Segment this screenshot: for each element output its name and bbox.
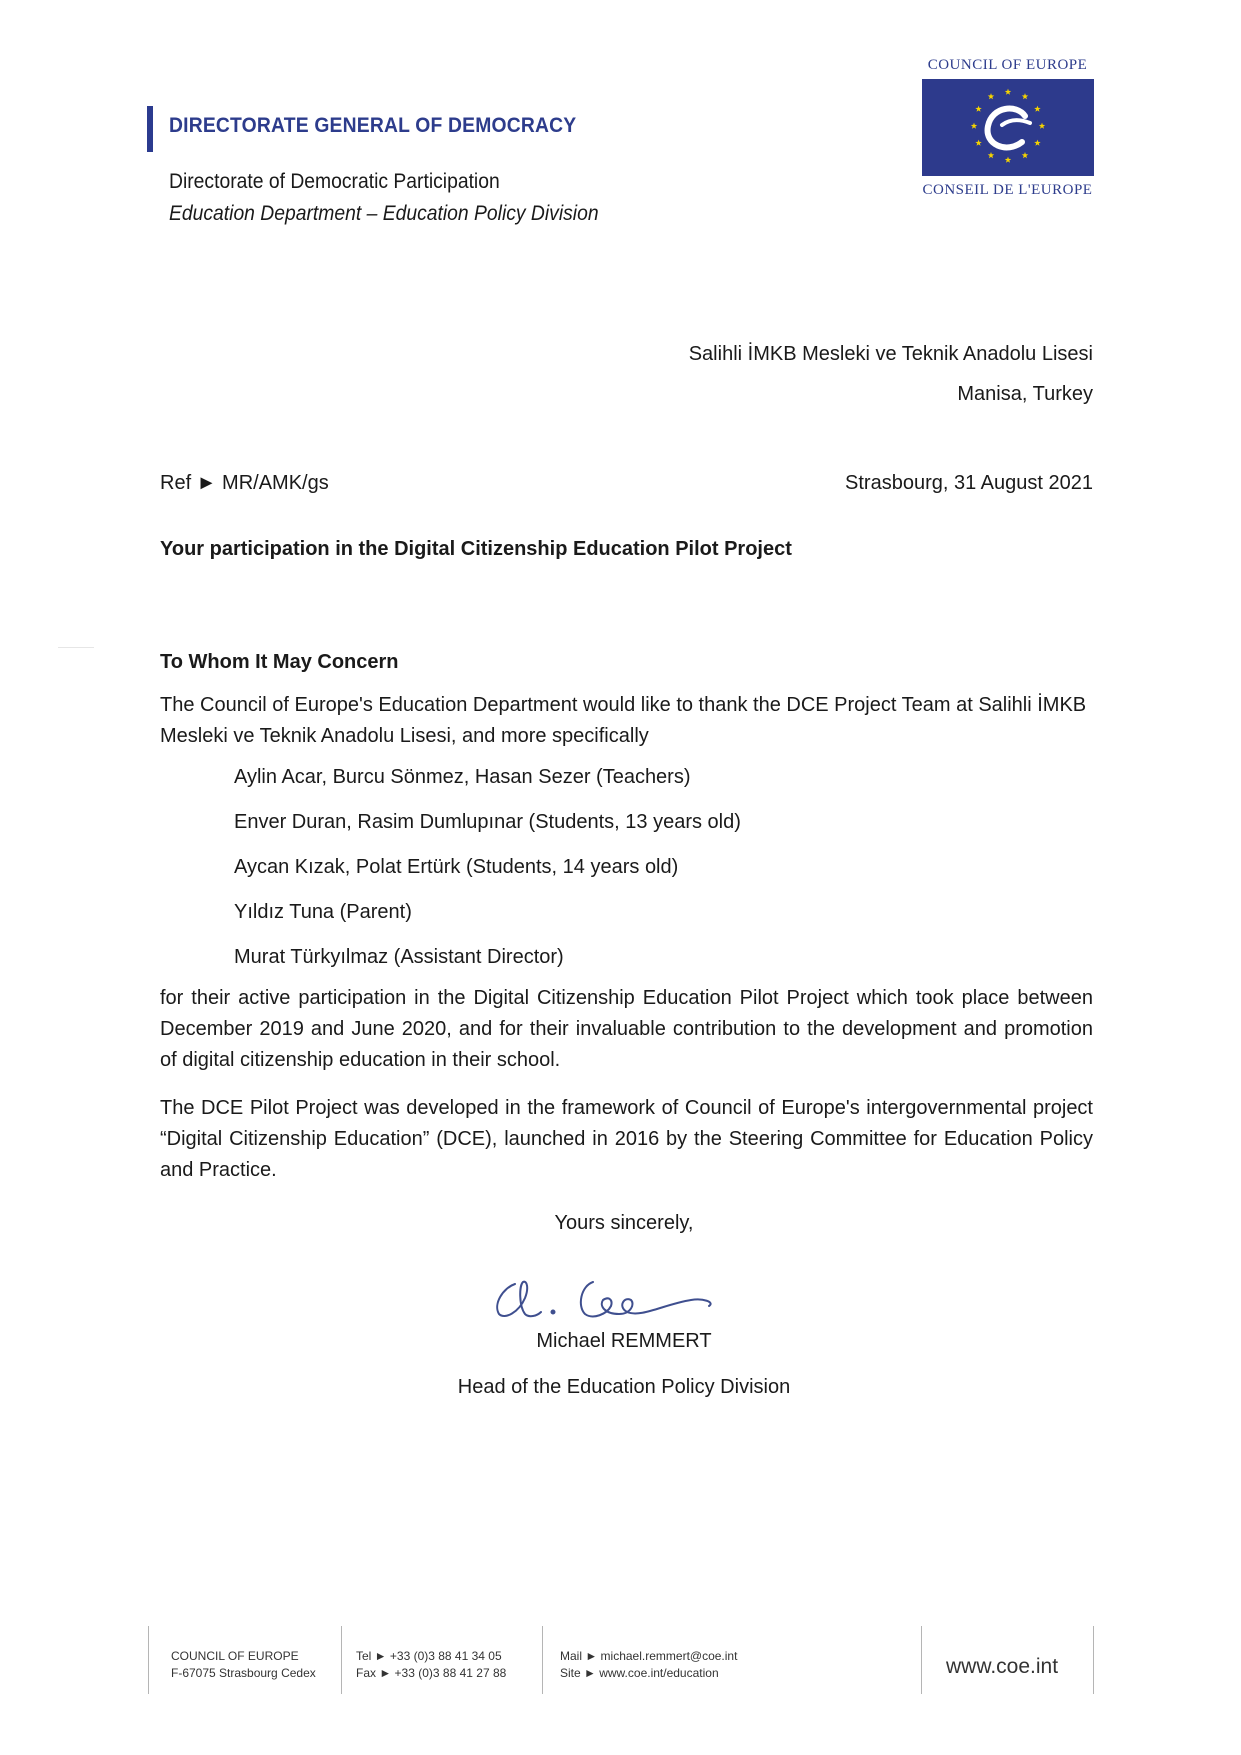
directorate-name: Directorate of Democratic Participation — [169, 170, 500, 193]
intro-paragraph: The Council of Europe's Education Department would like to thank the DCE Project Team at Salihli İMKB Mesleki ve Teknik Anadolu Lisesi, and more specifically — [160, 694, 1087, 747]
list-item: Aycan Kızak, Polat Ertürk (Students, 14 years old) — [234, 856, 679, 878]
signatory-title: Head of the Education Policy Division — [457, 1376, 791, 1398]
list-item: Enver Duran, Rasim Dumlupınar (Students, 13 years old) — [234, 811, 741, 833]
star-icon — [971, 123, 977, 129]
star-icon — [1005, 89, 1011, 95]
handwritten-signature — [485, 1262, 765, 1322]
star-icon — [988, 93, 994, 99]
closing-phrase: Yours sincerely, — [554, 1212, 694, 1234]
star-icon — [975, 140, 981, 146]
logo-text-english: COUNCIL OF EUROPE — [927, 57, 1088, 73]
logo-emblem-icon — [922, 79, 1094, 176]
footer-divider — [542, 1626, 543, 1694]
footer-org-name: COUNCIL OF EUROPE — [171, 1649, 299, 1663]
signature-drawing-icon — [485, 1262, 765, 1322]
body-paragraph-2: The DCE Pilot Project was developed in the framework of Council of Europe's intergovernmental project “Digital Citizenship Education” (DCE), launched in 2016 by the Steering Committee for Education Policy and Practice. — [160, 1097, 1093, 1181]
directorate-general-title: DIRECTORATE GENERAL OF DEMOCRACY — [169, 114, 577, 137]
star-icon — [1022, 93, 1028, 99]
council-of-europe-logo — [922, 79, 1094, 176]
recipient-line-1: Salihli İMKB Mesleki ve Teknik Anadolu Lisesi — [688, 343, 1093, 365]
header-accent-bar — [147, 106, 153, 152]
body-paragraph-1: for their active participation in the Digital Citizenship Education Pilot Project which took place between December 2019 and June 2020, and for their invaluable contribution to the development and promotion of digital citizenship education in their school. — [160, 987, 1093, 1071]
footer-site-link: Site ► www.coe.int/education — [560, 1666, 719, 1680]
letter-date: Strasbourg, 31 August 2021 — [845, 472, 1093, 494]
reference: Ref ► MR/AMK/gs — [160, 472, 329, 494]
salutation: To Whom It May Concern — [160, 651, 399, 673]
list-item: Yıldız Tuna (Parent) — [234, 901, 412, 923]
footer-divider — [1093, 1626, 1094, 1694]
margin-mark — [58, 647, 94, 648]
logo-text-french: CONSEIL DE L'EUROPE — [922, 182, 1093, 198]
department-name: Education Department – Education Policy Division — [169, 202, 599, 225]
footer-website: www.coe.int — [946, 1655, 1059, 1678]
star-icon — [1005, 157, 1011, 163]
signatory-name: Michael REMMERT — [536, 1330, 712, 1352]
footer-org-address: F-67075 Strasbourg Cedex — [171, 1666, 316, 1680]
recipient-line-2: Manisa, Turkey — [957, 383, 1093, 405]
list-item: Murat Türkyılmaz (Assistant Director) — [234, 946, 564, 968]
star-icon — [1039, 123, 1045, 129]
footer-telephone: Tel ► +33 (0)3 88 41 34 05 — [356, 1649, 502, 1663]
footer-divider — [921, 1626, 922, 1694]
star-icon — [988, 152, 994, 158]
star-icon — [975, 106, 981, 112]
footer-divider — [341, 1626, 342, 1694]
footer-email: Mail ► michael.remmert@coe.int — [560, 1649, 738, 1663]
list-item: Aylin Acar, Burcu Sönmez, Hasan Sezer (Teachers) — [234, 766, 691, 788]
star-icon — [1034, 140, 1040, 146]
star-icon — [1034, 106, 1040, 112]
footer-divider — [148, 1626, 149, 1694]
star-icon — [1022, 152, 1028, 158]
footer-fax: Fax ► +33 (0)3 88 41 27 88 — [356, 1666, 507, 1680]
letter-subject: Your participation in the Digital Citizenship Education Pilot Project — [160, 538, 792, 560]
